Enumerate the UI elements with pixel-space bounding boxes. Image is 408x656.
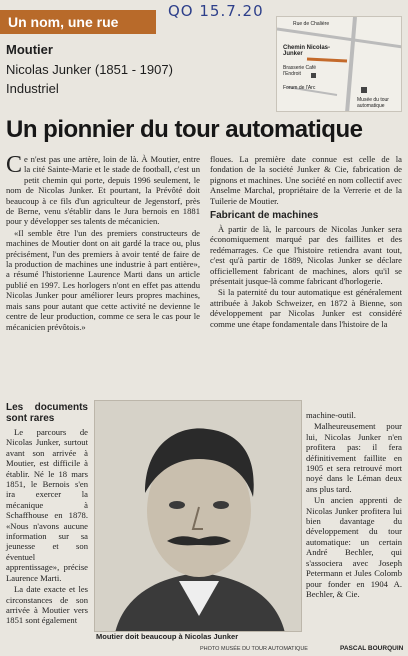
- map-label-forum: Forum de l'Arc: [283, 85, 316, 91]
- paragraph: floues. La première date connue est celle de la fondation de la société Junker & Cie, fabrication de pignons et machines. Une société en nom collectif avec Anselme Marchal, propriétaire de la Verrerie et de la Tuilerie de Moutier.: [210, 154, 402, 206]
- article-column-2: [210, 154, 402, 330]
- person-name: Nicolas Junker (1851 - 1907): [6, 62, 173, 77]
- paragraph: Malheureusement pour lui, Nicolas Junker n'en profitera pas: il fera définitivement faillite en 1905 et sera retrouvé mort noyé dans le Léman deux ans plus tard.: [306, 421, 402, 494]
- paragraph: Le parcours de Nicolas Junker, surtout avant son arrivée à Moutier, est difficile à établir. Né le 18 mars 1851, le Bernois s'en ira exercer la mécanique à Schaffhouse en 1878. «Nous n'avons aucune information sur sa jeunesse et son éventuel apprentissage», précise Laurence Marti.: [6, 427, 88, 583]
- paragraph: [6, 154, 200, 227]
- headline: Un pionnier du tour automatique: [6, 116, 363, 143]
- subheading: Fabricant de machines: [210, 210, 319, 222]
- map-label-street1: Rue de Chalière: [293, 21, 330, 27]
- map-label-musee: Musée du tour automatique: [357, 97, 389, 109]
- paragraph: machine-outil.: [306, 410, 356, 420]
- drop-cap: C: [6, 152, 23, 178]
- photo-credit: PHOTO MUSÉE DU TOUR AUTOMATIQUE: [200, 646, 308, 652]
- article-column-1: [6, 154, 200, 333]
- portrait-photo: [94, 400, 302, 632]
- paragraph-text: e n'est pas une artère, loin de là. À Moutier, entre la cité Sainte-Marie et le stade de football, c'est un petit chemin qui porte, depuis 1996 seulement, le nom de Nicolas Junker. Et pourtant, la Prévôté doit beaucoup à ce fils d'un agriculteur de Jegenstorf, près de Berne, venu s'établir dans le Jura bernois en 1881 pour y développer ses talents de mécanicien.: [6, 154, 200, 227]
- author-byline: PASCAL BOURQUIN: [340, 645, 404, 652]
- occupation: Industriel: [6, 81, 59, 96]
- portrait-illustration: [95, 401, 302, 632]
- paragraph: Un ancien apprenti de Nicolas Junker profitera lui bien davantage du développement du tour automatique: un certain André Bechler, qui s'associera avec Joseph Petermann et Jules Colomb pour fonder en 1904 A. Bechler, & Cie.: [306, 495, 402, 599]
- map-label-brasserie: Brasserie Café l'Endroit: [283, 65, 317, 77]
- paragraph: Si la paternité du tour automatique est généralement attribuée à Jakob Schweizer, en 1872 à Bienne, son développement par Nicolas Junker est considéré comme une étape fondamentale dans l'histoire de la: [210, 287, 402, 329]
- paragraph: «Il semble être l'un des premiers constructeurs de machines de Moutier dont on ait gardé la trace ou, plus précisément, l'un des premiers à avoir tenté de faire de la production de machines une industrie à part entière», a résumé l'historienne Laurence Marti dans un article publié en 1997. Les horlogers n'ont en effet pas attendu Nicolas Junker pour améliorer leurs propres machines, mais sans pour autant que cette activité ne devienne le centre de leur production, comme ce sera le cas pour le mécanicien prévôtois.»: [6, 227, 200, 332]
- subheading: Les documents sont rares: [6, 402, 88, 424]
- article-column-3: [6, 398, 88, 627]
- article-column-4: [306, 410, 402, 600]
- paragraph: À partir de là, le parcours de Nicolas Junker sera économiquement marqué par des faillites et des redémarrages. Ce que l'histoire retiendra avant tout, c'est qu'à partir de 1889, Nicolas Junker se déclare officiellement fabricant de machines, alors qu'il se présentait jusque-là comme fabricant d'horlogerie.: [210, 224, 402, 287]
- photo-caption: Moutier doit beaucoup à Nicolas Junker: [96, 632, 239, 641]
- section-banner: Un nom, une rue: [0, 10, 156, 34]
- location-map: [276, 16, 402, 112]
- paragraph: La date exacte et les circonstances de son arrivée à Moutier vers 1851 sont également: [6, 584, 88, 626]
- map-label-street2: Chemin Nicolas-Junker: [283, 45, 331, 57]
- place-name: Moutier: [6, 42, 53, 57]
- handwritten-date: QO 15.7.20: [168, 2, 264, 20]
